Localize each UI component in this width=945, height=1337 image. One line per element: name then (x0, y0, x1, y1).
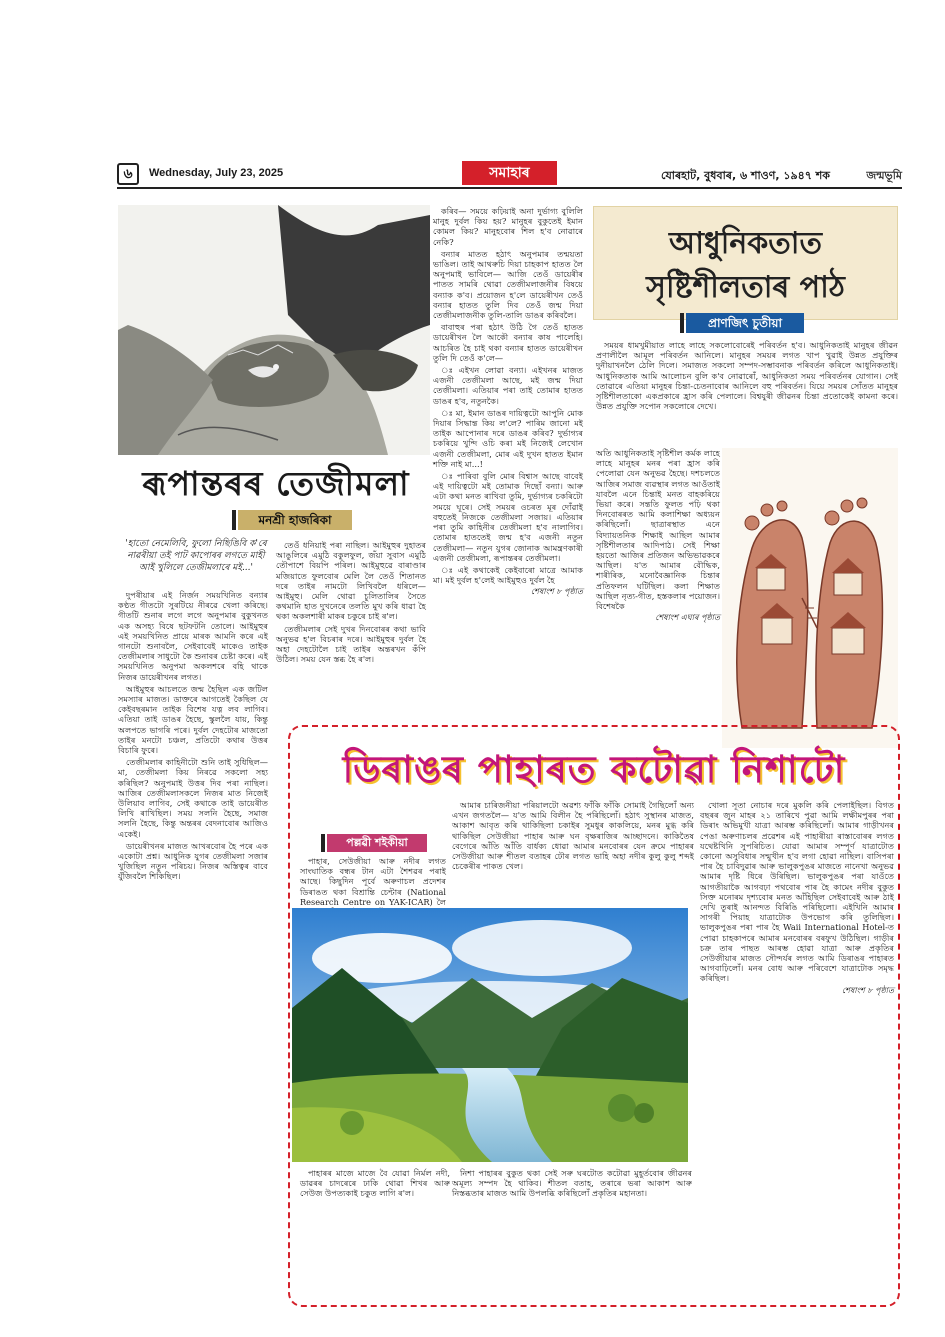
story1-byline: মনশ্ৰী হাজৰিকা (238, 510, 352, 530)
story3-column-d (300, 1168, 450, 1276)
story3-byline: পল্লৱী শইকীয়া (327, 834, 427, 852)
story3-paragraph: খোলা সূতা নোচাৰ দৰে মুকলি কৰি পেলাইছিল। বিগত বছৰৰ জুন মাহৰ ২১ তাৰিখে পুৱা আমি লক্ষীমপুৰৰ পৰা ডিৰাং অভিমুখী যাত্ৰা আৰম্ভ কৰিছিলোঁ। আমাৰ গাড়ীখনৰ পেঙা অৰুণাচলৰ প্ৰৱেশৰ এই পাহাৰীয়া ৰাস্তাবোৰৰ লগত যথেষ্টখিনি সুপৰিচিত। যোৱা আমাৰ সম্পূৰ্ণ যাত্ৰাটোত কোনো অসুবিধাৰ সন্মুখীন হ'ব লগা হোৱা নাছিল। বাসিপৰা পাৰ হৈ চাবিদুৱাৰ আৰু ভালুকপুঙৰ মাজতে নানেখা অনুভৱ আমাৰ দৃষ্টি ধিৰে উৰিছিল। ভালুকপুঙৰ পৰা যাওঁতে আগতীয়াকৈ আগবঢ়া পথবোৰ পাৰ হৈ কামেং নদীৰ বুকুত সিক্ত মনোৰম দৃশ্যবোৰ মনত আঁহিছিল সেইবাবেই আৰু ঠাই দেখি তুৰাই আনন্দত বিৰিঙি পৰিছিলো। এইখিনি আমাৰ সাগৰী পিয়াহ যাত্ৰাটোক উপভোগ কৰি তুলিছিল। ভালুকপুঙৰ পৰা পাৰ হৈ Waii International Hotel-ত পোৱা চাহকাপৰে আমাৰ মনবোৰৰ বৰফুখ উঠিছিল। গাড়ীৰ চক্ৰ তাৰ পাছত আৰম্ভ হোৱা যাত্ৰা আৰু প্ৰকৃতিৰ সেউজীয়াৰ মাজত সৌন্দৰ্যৰ লগত আমি ডিৰাঙৰ পাহাৰত আগবাঢ়িলোঁ। মনৰ বোধ আৰু পৰিবেশে যাত্ৰাটোক সমৃদ্ধ কৰিছিল। (700, 800, 894, 984)
story1-paragraph: দুপৰীয়াৰ এই নিৰ্জন সময়খিনিত বন্যাৰ কণ্ঠত গীতটো সুৰটিয়ে নীৰৱে খেলা কৰিছে। গীতটি শুনাৰ লগে লগে অনুপমাৰ বুকুখনত এক অসহ্য বিষে ছটফটনি তোলে। আইমুহুৰ এই সময়খিনিত প্ৰায়ে মাৰক আমনি কৰে এই গানটো শুনাবলৈ, সেইবাবেই মাকেও তাইক তেজীমলাৰ সাধুটো কৈ শুনাবৰ চেষ্টা কৰে। এই সময়খিনিত অনুপমা অকলশৰে বহি থাকে নিজৰ ডায়েৰীখনৰ লগত। (118, 590, 268, 682)
story1-paragraph: ঃ এই কথাকেই কেইবাৰো মাত্ৰে আমাক মা। মই দুৰ্বল হ'লেই আইমুহুও দুৰ্বল হৈ (433, 564, 583, 586)
story3-headline: ডিৰাঙৰ পাহাৰত কটোৱা নিশাটো (342, 748, 846, 791)
story3-paragraph: নিশা পাহাৰৰ বুকুত থকা সেই সৰু ঘৰটোত কটোৱা মুহূৰ্তবোৰ জীৱনৰ অমূল্য সম্পদ হৈ থাকিব। শীতল বতাহ, তৰাৰে ভৰা আকাশ আৰু নিস্তব্ধতাৰ মাজত আমি উপলব্ধি কৰিছিলোঁ প্ৰকৃতিৰ মহানতা। (452, 1168, 692, 1199)
story3-paragraph: পাহাৰ, সেউজীয়া আৰু নদীৰ লগত সাংঘাতিক বন্ধৰ টান এটা শৈশৱৰ পৰাই আছে। কিছুদিন পূৰ্বে অৰুণাচল প্ৰদেশৰ ডিৰাঙত থকা বিশ্ৰান্তি চেন্টাৰ (National Research Centre on YAK-ICAR) লৈ (300, 856, 446, 907)
story1-column-1 (118, 590, 268, 1280)
story3-column-c (700, 800, 894, 1298)
hands-illustration (118, 205, 430, 455)
story2-title-box (593, 206, 898, 320)
section-badge: সমাহাৰ (462, 161, 557, 185)
story2-intro (596, 340, 898, 444)
story3-column-e (452, 1168, 692, 1276)
feet-houses-illustration (722, 448, 898, 748)
story1-paragraph: ঃ মা, ইমান ডাঙৰ দায়িত্বটো আপুনি মোক দিয়াৰ সিদ্ধান্ত কিয় ল'লে? পাৰিম জানো মই তাইক আপোনাৰ দৰে ডাঙৰ কৰিব? দুৰ্ভাগ্যৰ চকৰিয়ে খুন্দি ওচি কৰা মই নিজেই লেখোন এজনী তেজীমলা, মোৰ এই দুখন হাতত ইমান শক্তি নাই মা...! (433, 407, 583, 469)
story1-continues-note: শেষাংশ ৮ পৃষ্ঠাত (530, 587, 583, 597)
header-date: Wednesday, July 23, 2025 (149, 167, 284, 179)
story1-paragraph: ঃ এইখন লোৱা বন্যা। এইখনৰ মাজত এজনী তেজীমলা আছে, মই জন্ম দিয়া তেজীমলা। এতিয়াৰ পৰা তাই তোমাৰ হাতত ডাঙৰ হ'ব, নতুনকৈ। (433, 365, 583, 406)
header-assamese-date: যোৰহাট, বুধবাৰ, ৬ শাওণ, ১৯৪৭ শক (661, 169, 830, 182)
story1-paragraph: কৰিব— সময়ে কঢ়িয়াই অনা দুৰ্ভাগ্য বুলিলি মানুহ দুৰ্বল কিয় হয়? মানুহৰ বুকুতেই ইমান কোমল কিয়? মানুহবোৰ শিল হ'ব নোৱাৰে নেকি? (433, 206, 583, 247)
story1-paragraph: তেওঁ ধনিয়াই পৰা নাছিল। আইমুহুৰ দুহাতৰ আঙুলিৰে এমুঠি বকুলফুল, জঁয়া সুবাস এমুঠি তৌপাশে বিয়পি পৰিল। আইমুহুৱে বাৰাণ্ডাৰ মজিয়াতে ফুলবোৰ মেলি লৈ তেওঁ শিতানত দৰে তাইৰ নামটো লিখিবলৈ ধৰিলে— আইমুহু। মেলি থোৱা চুলিতালিৰ সৈতে কথমানি হাত দুখনেৰে তলতি মুখ কৰি ধাৱা হৈ থকা অকলশাৰী মাকৰ চকুৰে চাই ৰ'ল। (276, 540, 426, 622)
story2-paragraph: অতি আধুনিকতাই সৃষ্টিশীল কৰ্মক লাহে লাহে মানুহৰ মনৰ পৰা হ্ৰাস কৰি পেলোৱা যেন অনুভৱ হৈছে। দশচলতে আজিৰ সমাজ ব্যৱস্থাৰ লগত আওঁতাই যাবলৈ এনে চিন্তাই মনত বাহকৰিয়ে ভিয়া কৰে। সন্ততি ফুলত পঢ়ি থকা দিনবোৰৰত আমি কলাশিক্ষা অধ্যয়ন কৰিছিলোঁ। ছাত্ৰাৰস্থাত এনে বিদ্যায়তনিক শিক্ষাই আছিল আমাৰ সৃষ্টিশীলতাৰ আদিপাঠ। সেই শিক্ষা হয়তো আজিৰ প্ৰতিজন অভিভাৱকৰে আছিল। য'ত আমাৰ বৌদ্ধিক, শাৰীৰিক, মনোবৈজ্ঞানিক চিন্তাৰ প্ৰতিফলন ঘটিছিল। কলা শিক্ষাত আছিল নৃত্য-গীত, হস্তকলাৰ পয়োজন। বিশেষকৈ (596, 448, 720, 612)
page-header (117, 163, 902, 189)
story2-paragraph: সময়ৰ ধামখুমীয়াত লাহে লাহে সকলোবোৰেই পৰিবৰ্তন হ'ব। আধুনিকতাই মানুহৰ জীৱন প্ৰণালীলৈ আমূল পৰিবৰ্তন আনিলে। মানুহৰ সময়ৰ লগত খাপ খুৱাই উন্নত প্ৰযুক্তিৰ দুনীয়াখনলৈ ঠেলি দিলে। সমাজত সকলো সম্পদ-সম্ভাবনাক পৰিবৰ্তন কৰিলে আধুনিকতাই। আধুনিকতাক আমি আলোচন বুলি ক'ব নোৱাৰোঁ, আধুনিকতা সময় পৰিবৰ্তনৰ যোগান। সেই তোৱাৰে এতিয়া মানুহৰ চিন্তা-চেতনাবোৰ আনিলে বহু পৰিবৰ্তন। যিয়ে সময়ৰ সোঁতত মানুহৰ সৃষ্টিশীলতাকো একপ্ৰকাৰে হ্ৰাস কৰি পেলালে। বিশ্বযুৰী জীৱনৰ চিন্তা প্ৰতোকেই কামনা কৰে। উন্নত প্ৰযুক্তি সপোন সকলোৰে দেখে। (596, 340, 898, 412)
story1-headline: ৰূপান্তৰৰ তেজীমলা (142, 464, 410, 503)
story3-continues-note: শেষাংশ ৮ পৃষ্ঠাত (841, 985, 894, 995)
story1-epigraph: 'হাতো নেমেলিবি, ফুলো নিছিঙিবি ক'ৰে নাৱৰীয়া তই পাট কাপোৰৰ লগতে মাহী আই খুলিলে তেজীমলাৰে মই...' (125, 539, 267, 573)
story1-paragraph: আইমুহুৰ আচলতে জন্ম হৈছিল এক জটিল সমস্যাৰ মাজত। ডাক্তৰে আগতেই কৈছিল যে কেইবছৰমান তাইক বিশেষ যত্ন লব লাগিব। এতিয়া তাই ডাঙৰ হৈছে, স্কুললৈ যায়, কিন্তু অলপতে ভাগৰি পৰে। দুৰ্বল দেহটোৰ মাজতো তাইৰ মনটো চঞ্চল, প্ৰতিটো কথাৰ উত্তৰ বিচাৰি ফুৰে। (118, 683, 268, 756)
story3-paragraph: পাহাৰৰ মাজে মাজে বৈ যোৱা নিৰ্মল নদী, ডাৱৰৰ চাদৰেৰে ঢাকি থোৱা শিখৰ আৰু সেউজ উপত্যকাই চকুত লাগি ৰ'ল। (300, 1168, 450, 1199)
story2-column (596, 448, 720, 753)
story1-paragraph: বন্যাৰ মাতত হঠাৎ অনুপমাৰ তন্ময়তা ভাঙিল। তাই আথৰুচি দিয়া চাহকাপ হাতত লৈ অনুপমাই ভাবিলে— আজি তেওঁ ডায়েৰীৰ পাতত সামৰি থোৱা তেজীমলাজনীৰ বিষয়ে বন্যাক ক'ব। প্ৰয়োজন হ'লে ডায়েৰীখন তেওঁ বন্যাৰ হাতত তুলি দিব তেওঁ জন্ম দিয়া তেজীমলাজনীক তুলি-তালি ডাঙৰ কৰিবলৈ। (433, 248, 583, 321)
story2-continues-note: শেষাংশ এঘাৰ পৃষ্ঠাত (655, 613, 720, 623)
story3-column-a (300, 856, 446, 907)
story2-headline-line1: আধুনিকতাত (668, 226, 822, 261)
story3-paragraph: আমাৰ চাৰিজনীয়া পৰিয়ালটো অৱশ্য ফাঁকি ফাঁকি সোমাই গৈছিলোঁ অন্য এখন জগতলৈ— য'ত আমি বিলীন হৈ পৰিছিলোঁ। হঠাৎ সুস্থানৰ মাজত, আকাশ আবৃত কৰি থাকিছিলা চকাইৰ সুমধুৰ কাকলিয়ে, মনৰ মুগ্ধ কৰি থাকিছিল সেউজীয়া পাহাৰ আৰু ঘন বৃক্ষৰাজিৰ আচ্ছাদনে। কাকিতৈষ বেগেৰে আঁতি আঁতি বাৰ্ধক্য ধোৱা আমাৰ মনবোৰৰ যেন ক্ৰমে পাহাৰৰ সেউজীয়া আৰু শীতল বতাহৰ ঢৌৰ লগত ভাহি অহা নদীৰ কুলু কুলু শব্দই চেকেৰীৰ পাকত খেল। (452, 800, 694, 872)
story2-byline: প্ৰাণজিৎ চুতীয়া (686, 313, 804, 333)
story1-paragraph: ঃ পাৰিবা বুলি মোৰ বিশ্বাস আছে বাবেই এই দায়িত্বটো মই তোমাক দিছোঁ বন্যা। আৰু এটা কথা মনত ৰাখিবা তুমি, দুৰ্ভাগ্যৰ চকৰিটো সময়ে ঘূৰে। সেই সময়ৰ ওচৰত মূৰ দোঁৱাই বহুতেই নিজকে তেজীমলা সজায়। এতিয়াৰ পৰা তুমি কাহিনীৰ তেজীমলা হ'ব নালাগিব। তোমাৰ হাততেই জন্ম হ'ব এজনী নতুন তেজীমলা— নতুন যুগৰ জোনাক আমন্ত্ৰণকাৰী এজনী তেজীমলা, ৰূপান্তৰৰ তেজীমলা। (433, 471, 583, 563)
story2-headline-line2: সৃষ্টিশীলতাৰ পাঠ (646, 270, 845, 305)
story1-paragraph: ডায়েৰীখনৰ মাজত আখৰবোৰ হৈ পৰে এক একোটা প্ৰশ্ন। আধুনিক যুগৰ তেজীমলা সজাৰ খুজিছিল নতুন পৰিচয়। নিজৰ অস্তিত্বৰ বাবে যুঁজিবলৈ শিকিছিল। (118, 840, 268, 882)
newspaper-logo: জন্মভূমি (866, 169, 902, 182)
story1-paragraph: তেজীমলাৰ সেই দুখৰ দিনবোৰৰ কথা ভাবি অনুভৱ হ'ল বিচৰাৰ দৰে। আইমুহুৰ দুৰ্বল হৈ অহা দেহটোলৈ চাই তাইৰ অন্তৰখন কঁপি উঠিল। সময় যেন স্তব্ধ হৈ ৰ'ল। (276, 623, 426, 665)
story1-paragraph: তেজীমলাৰ কাহিনীটো শুনি তাই সুধিছিল— মা, তেজীমলা কিয় নিৰৱে সকলো সহ্য কৰিছিল? অনুপমাই উত্তৰ দিব পৰা নাছিল। আজিৰ তেজীমলাসকলে নিজৰ মাত নিজেই উলিয়াব লাগিব, সেই কথাকে তাই ডায়েৰীত লিখি ৰাখিছিল। সময় সলনি হৈছে, সমাজ সলনি হৈছে, কিন্তু অন্তৰৰ বেদনাবোৰ আজিও একেই। (118, 757, 268, 839)
story1-paragraph: বাবাহুৰ পৰা হঠাৎ উঠি গৈ তেওঁ হাতত ডায়েৰীখন লৈ আকৌ বন্যাৰ কাষ পালেহি। আচৰিত হৈ চাই থকা বন্যাৰ হাতত ডায়েৰীখন তুলি দি তেওঁ ক'লে— (433, 322, 583, 363)
page-number: ৬ (117, 163, 139, 185)
dirang-valley-photo (292, 908, 688, 1162)
story1-column-3 (433, 206, 583, 776)
story3-column-b (452, 800, 694, 902)
